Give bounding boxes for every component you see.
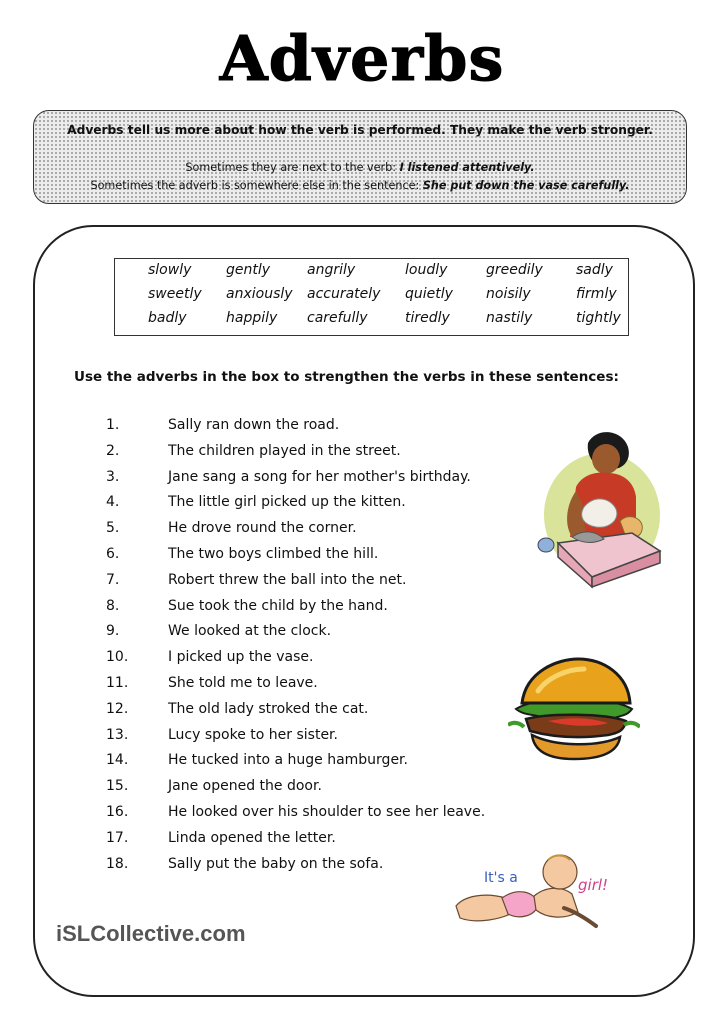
bottom-bun — [532, 735, 620, 759]
exercise-sentence: He drove round the corner. — [168, 520, 357, 536]
adverb-word: quietly — [405, 286, 453, 302]
intro-line-2-text: Sometimes they are next to the verb: — [185, 161, 400, 174]
exercise-sentence: The old lady stroked the cat. — [168, 701, 369, 717]
intro-line-3-text: Sometimes the adverb is somewhere else in the sentence: — [90, 179, 423, 192]
adverb-word: accurately — [307, 286, 381, 302]
page-title: Adverbs — [219, 22, 505, 95]
intro-example-2: She put down the vase carefully. — [422, 179, 630, 192]
exercise-sentence: Sue took the child by the hand. — [168, 598, 388, 614]
adverb-word: gently — [226, 262, 271, 278]
adverb-word: sweetly — [148, 286, 202, 302]
instruction: Use the adverbs in the box to strengthen the verbs in these sentences: — [74, 369, 619, 385]
exercise-number: 2. — [106, 443, 120, 459]
hamburger-illustration — [508, 655, 640, 767]
exercise-sentence: She told me to leave. — [168, 675, 318, 691]
exercise-sentence: Sally put the baby on the sofa. — [168, 856, 384, 872]
exercise-number: 10. — [106, 649, 129, 665]
adverb-word: tightly — [576, 310, 621, 326]
intro-line-3 — [34, 179, 686, 192]
footer-watermark: iSLCollective.com — [56, 921, 246, 946]
its-a-caption: It's a — [484, 870, 518, 886]
adverb-word: slowly — [148, 262, 192, 278]
baby-illustration — [454, 850, 624, 934]
adverb-word: tiredly — [405, 310, 450, 326]
exercise-number: 7. — [106, 572, 120, 588]
exercise-sentence: Sally ran down the road. — [168, 417, 340, 433]
exercise-number: 18. — [106, 856, 129, 872]
exercise-number: 14. — [106, 752, 129, 768]
adverb-word: badly — [148, 310, 187, 326]
exercise-number: 5. — [106, 520, 120, 536]
exercise-sentence: Jane opened the door. — [168, 778, 322, 794]
exercise-number: 4. — [106, 494, 120, 510]
girl-with-kittens-illustration — [536, 425, 664, 590]
adverb-word: happily — [226, 310, 278, 326]
baby-head — [543, 855, 577, 889]
baby-diaper — [502, 892, 538, 917]
adverb-word: carefully — [307, 310, 368, 326]
adverb-word: firmly — [576, 286, 617, 302]
adverb-word: loudly — [405, 262, 448, 278]
exercise-number: 11. — [106, 675, 129, 691]
exercise-number: 3. — [106, 469, 120, 485]
adverb-word: nastily — [486, 310, 533, 326]
exercise-sentence: He looked over his shoulder to see her leave. — [168, 804, 486, 820]
exercise-number: 16. — [106, 804, 129, 820]
exercise-number: 15. — [106, 778, 129, 794]
adverb-word: noisily — [486, 286, 531, 302]
adverb-word: anxiously — [226, 286, 293, 302]
intro-line-2 — [34, 161, 686, 174]
adverb-word: sadly — [576, 262, 613, 278]
intro-example-1: I listened attentively. — [399, 161, 535, 174]
intro-box — [33, 110, 687, 204]
exercise-number: 17. — [106, 830, 129, 846]
exercise-sentence: Linda opened the letter. — [168, 830, 336, 846]
exercise-sentence: He tucked into a huge hamburger. — [168, 752, 408, 768]
exercise-sentence: The two boys climbed the hill. — [168, 546, 379, 562]
exercise-sentence: The little girl picked up the kitten. — [168, 494, 406, 510]
exercise-number: 9. — [106, 623, 120, 639]
exercise-number: 6. — [106, 546, 120, 562]
exercise-sentence: The children played in the street. — [168, 443, 401, 459]
top-bun — [522, 659, 630, 703]
shoe — [538, 538, 554, 552]
exercise-number: 12. — [106, 701, 129, 717]
exercise-sentence: I picked up the vase. — [168, 649, 314, 665]
exercise-number: 8. — [106, 598, 120, 614]
baby-arm — [564, 908, 596, 926]
exercise-sentence: Jane sang a song for her mother's birthday. — [168, 469, 471, 485]
patty — [526, 715, 626, 737]
face — [592, 444, 620, 474]
adverb-word: greedily — [486, 262, 543, 278]
exercise-sentence: Lucy spoke to her sister. — [168, 727, 338, 743]
adverb-word: angrily — [307, 262, 356, 278]
girl-caption: girl! — [578, 876, 609, 894]
exercise-number: 13. — [106, 727, 129, 743]
exercise-number: 1. — [106, 417, 120, 433]
intro-line-1: Adverbs tell us more about how the verb is performed. They make the verb stronger. — [67, 123, 653, 137]
exercise-sentence: We looked at the clock. — [168, 623, 332, 639]
exercise-sentence: Robert threw the ball into the net. — [168, 572, 407, 588]
